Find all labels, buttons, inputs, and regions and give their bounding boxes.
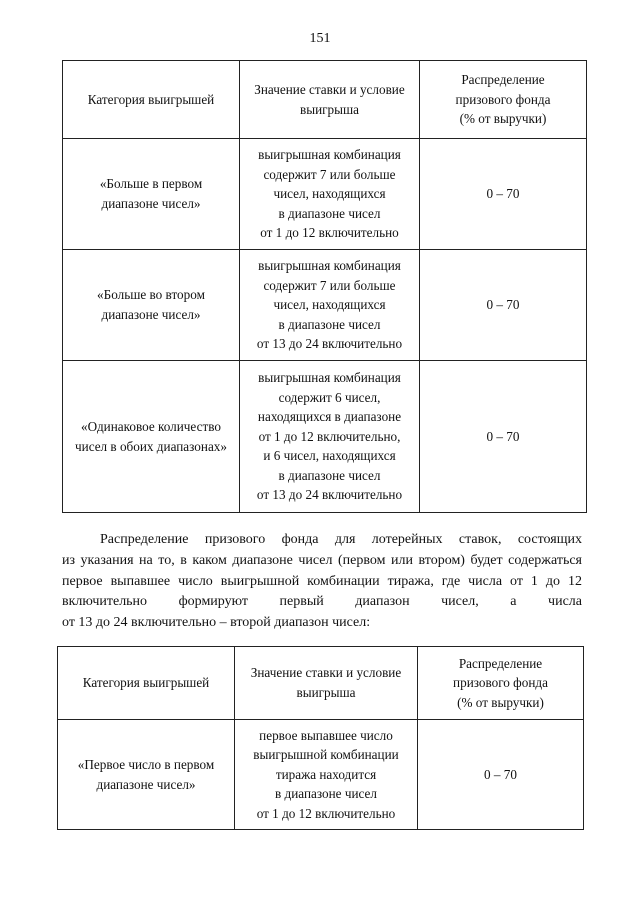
paragraph-line: Распределение призового фонда для лотерейных ставок, состоящих — [100, 532, 582, 547]
header-category — [58, 647, 235, 720]
condition-cell — [240, 139, 420, 250]
condition-line: чисел, находящихся — [273, 186, 386, 202]
condition-line: находящихся в диапазоне — [257, 409, 402, 425]
header-condition-line: выигрыша — [299, 101, 359, 117]
condition-line: в диапазоне чисел — [278, 467, 381, 483]
condition-cell — [240, 250, 420, 361]
table-row — [63, 250, 587, 361]
condition-line: выигрышная комбинация — [258, 369, 401, 385]
condition-line: и 6 чисел, находящихся — [263, 448, 396, 464]
category-line: чисел в обоих диапазонах» — [75, 438, 227, 454]
condition-line: первое выпавшее число — [259, 727, 393, 743]
category-line: «Одинаковое количество — [81, 418, 221, 434]
condition-line: выигрышная комбинация — [258, 258, 401, 274]
category-cell — [63, 361, 240, 513]
prize-table-1 — [62, 60, 587, 513]
condition-cell — [240, 361, 420, 513]
condition-line: от 1 до 12 включительно, — [258, 428, 401, 444]
body-paragraph — [62, 530, 582, 634]
header-condition — [235, 647, 418, 720]
table-row — [63, 361, 587, 513]
category-cell — [63, 139, 240, 250]
category-cell — [58, 720, 235, 830]
condition-line: тиража находится — [275, 766, 377, 782]
prize-table-2 — [57, 646, 584, 830]
condition-cell — [235, 720, 418, 830]
table-row — [63, 139, 587, 250]
condition-line: в диапазоне чисел — [275, 786, 377, 802]
table-header-row — [63, 61, 587, 139]
header-distribution-line: (% от выручки) — [457, 694, 544, 710]
category-line: диапазоне чисел» — [101, 196, 201, 211]
distribution-value: 0 – 70 — [484, 766, 517, 782]
condition-line: от 13 до 24 включительно — [256, 487, 403, 503]
page-number: 151 — [309, 31, 331, 46]
category-line: «Больше во втором — [97, 287, 205, 303]
header-condition-line: Значение ставки и условие — [254, 81, 405, 97]
condition-line: от 13 до 24 включительно — [256, 336, 403, 352]
condition-line: содержит 7 или больше — [263, 166, 396, 182]
condition-line: чисел, находящихся — [273, 297, 386, 313]
condition-line: выигрышной комбинации — [253, 747, 399, 763]
header-distribution — [420, 61, 587, 139]
header-distribution-line: Распределение — [458, 655, 543, 671]
condition-line: содержит 6 чисел, — [278, 389, 381, 405]
header-distribution — [418, 647, 584, 720]
category-line: «Больше в первом — [99, 176, 203, 192]
condition-line: от 1 до 12 включительно — [256, 805, 396, 821]
header-distribution-line: Распределение — [461, 72, 545, 88]
paragraph-line: первое выпавшее число выигрышной комбинации тиража, где числа от 1 до 12 — [62, 573, 582, 589]
category-line: «Первое число в первом — [77, 756, 215, 772]
distribution-value: 0 – 70 — [486, 297, 520, 313]
distribution-cell — [420, 250, 587, 361]
header-distribution-line: (% от выручки) — [459, 111, 547, 127]
distribution-cell — [420, 139, 587, 250]
distribution-value: 0 – 70 — [486, 186, 520, 202]
header-condition-line: выигрыша — [296, 685, 356, 700]
table-row — [58, 720, 584, 830]
category-cell — [63, 250, 240, 361]
distribution-value: 0 – 70 — [486, 428, 520, 444]
table-header-row — [58, 647, 584, 720]
header-distribution-line: призового фонда — [453, 675, 548, 691]
condition-line: в диапазоне чисел — [278, 316, 381, 332]
paragraph-line: от 13 до 24 включительно – второй диапазон чисел: — [62, 615, 371, 631]
header-distribution-line: призового фонда — [455, 91, 551, 107]
paragraph-line: из указания на то, в каком диапазоне чисел (первом или втором) будет содержаться — [62, 552, 582, 568]
paragraph-line: включительно формируют первый диапазон чисел, а числа — [62, 594, 582, 610]
condition-line: содержит 7 или больше — [263, 277, 396, 293]
header-category — [63, 61, 240, 139]
distribution-cell — [418, 720, 584, 830]
header-condition-line: Значение ставки и условие — [250, 665, 402, 681]
header-condition — [240, 61, 420, 139]
condition-line: выигрышная комбинация — [258, 147, 401, 163]
condition-line: от 1 до 12 включительно — [260, 225, 399, 241]
header-category-text: Категория выигрышей — [87, 91, 215, 107]
category-line: диапазоне чисел» — [96, 776, 196, 792]
condition-line: в диапазоне чисел — [278, 205, 381, 221]
category-line: диапазоне чисел» — [101, 307, 201, 322]
distribution-cell — [420, 361, 587, 513]
header-category-text: Категория выигрышей — [82, 675, 210, 691]
